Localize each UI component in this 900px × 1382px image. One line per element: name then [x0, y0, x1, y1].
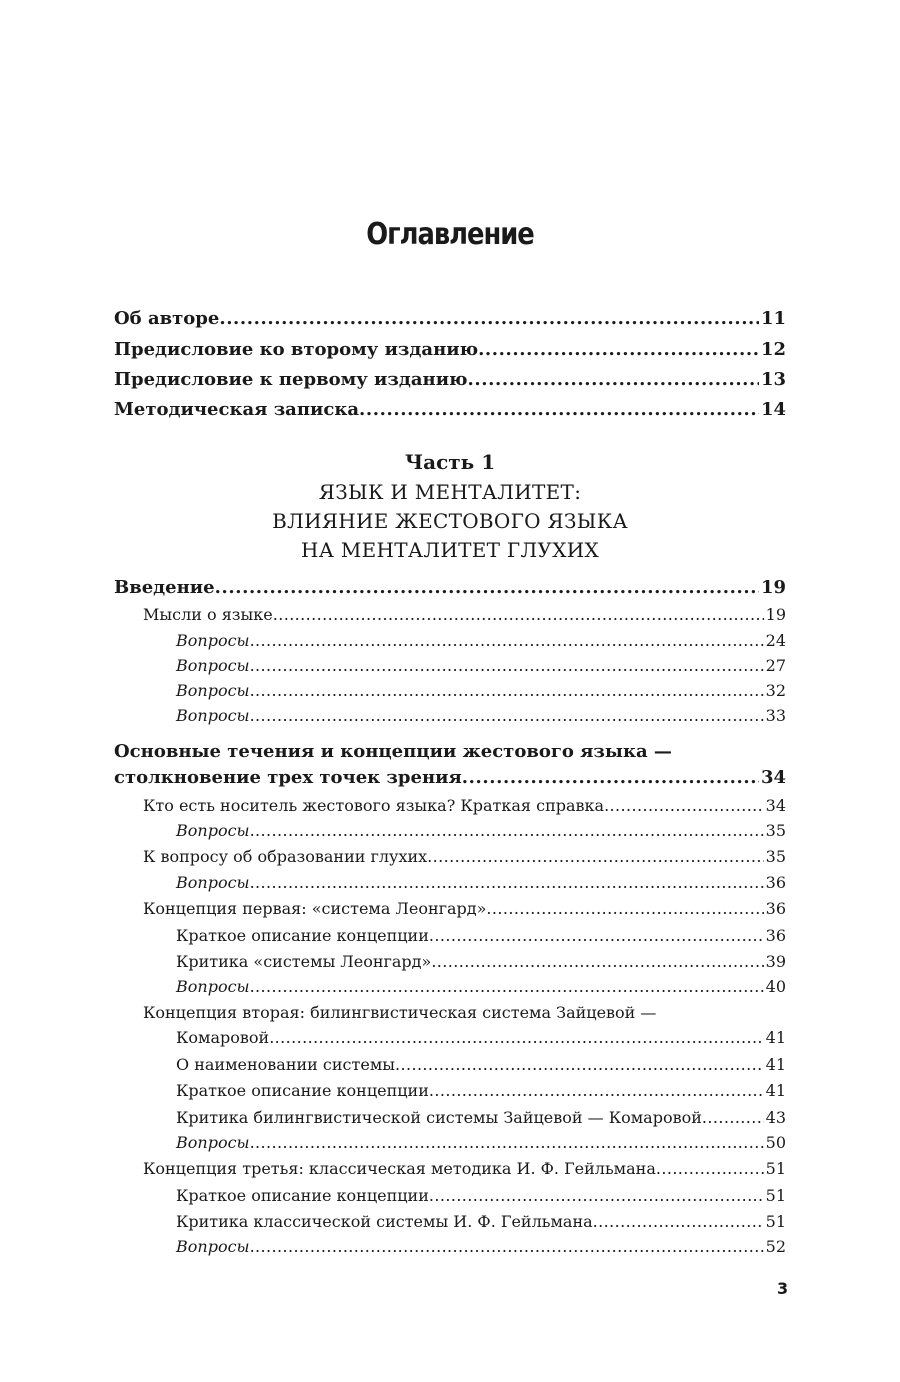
leader-dots — [395, 1055, 764, 1074]
entry-page: 41 — [765, 1081, 786, 1100]
entry-page: 35 — [765, 847, 786, 866]
leader-dots — [656, 1159, 764, 1178]
entry-page: 36 — [765, 899, 786, 918]
entry-page: 52 — [765, 1237, 786, 1256]
leader-dots — [486, 899, 763, 918]
entry-page: 13 — [760, 369, 786, 390]
leader-dots — [429, 1186, 764, 1205]
leader-dots — [429, 926, 764, 945]
entry-title-continuation: Комаровой — [176, 1028, 270, 1047]
toc-entry-introduction[interactable] — [0, 577, 786, 598]
entry-title: Кто есть носитель жестового языка? Краткая справка — [143, 796, 605, 815]
entry-page: 41 — [765, 1028, 786, 1047]
entry-page: 40 — [765, 977, 786, 996]
entry-title: Предисловие ко второму изданию — [114, 339, 479, 360]
toc-entry[interactable] — [0, 1055, 786, 1074]
entry-page: 32 — [765, 681, 786, 700]
leader-dots — [427, 847, 763, 866]
leader-dots — [273, 605, 764, 624]
leader-dots — [702, 1108, 764, 1127]
entry-title: Вопросы — [176, 631, 250, 650]
entry-page: 33 — [765, 706, 786, 725]
leader-dots — [359, 399, 759, 420]
entry-page: 11 — [760, 308, 786, 329]
entry-page: 51 — [765, 1212, 786, 1231]
entry-title: столкновение трех точек зрения — [114, 767, 462, 788]
entry-title: Введение — [114, 577, 215, 598]
leader-dots — [250, 1133, 764, 1152]
entry-title: Краткое описание концепции — [176, 1186, 429, 1205]
toc-entry-questions[interactable] — [0, 873, 786, 892]
entry-title: Краткое описание концепции — [176, 926, 429, 945]
toc-entry-preface-second[interactable] — [0, 339, 786, 360]
toc-entry[interactable] — [0, 796, 786, 815]
toc-entry-questions[interactable] — [0, 977, 786, 996]
toc-entry[interactable] — [0, 605, 786, 624]
toc-entry[interactable] — [0, 899, 786, 918]
entry-title: Вопросы — [176, 706, 250, 725]
leader-dots — [250, 821, 764, 840]
leader-dots — [250, 631, 764, 650]
toc-entry[interactable] — [0, 847, 786, 866]
leader-dots — [468, 369, 759, 390]
entry-page: 36 — [765, 873, 786, 892]
toc-entry[interactable] — [0, 1159, 786, 1178]
leader-dots — [215, 577, 759, 598]
part-title-line: ВЛИЯНИЕ ЖЕСТОВОГО ЯЗЫКА — [272, 509, 628, 533]
entry-page: 19 — [765, 605, 786, 624]
chapter-title-line1[interactable]: Основные течения и концепции жестового языка — — [114, 741, 672, 762]
entry-page: 12 — [760, 339, 786, 360]
entry-page: 39 — [765, 952, 786, 971]
leader-dots — [250, 873, 764, 892]
toc-entry-questions[interactable] — [0, 1237, 786, 1256]
entry-title: Об авторе — [114, 308, 220, 329]
entry-page: 34 — [765, 796, 786, 815]
entry-title: Вопросы — [176, 656, 250, 675]
entry-title: Методическая записка — [114, 399, 359, 420]
toc-entry[interactable] — [0, 1081, 786, 1100]
leader-dots — [250, 977, 764, 996]
toc-entry-questions[interactable] — [0, 631, 786, 650]
entry-title: Критика билингвистической системы Зайцевой — Комаровой — [176, 1108, 702, 1127]
entry-title: Вопросы — [176, 977, 250, 996]
toc-entry-questions[interactable] — [0, 706, 786, 725]
entry-page: 51 — [765, 1159, 786, 1178]
toc-entry[interactable] — [0, 1108, 786, 1127]
leader-dots — [250, 1237, 764, 1256]
entry-page: 19 — [760, 577, 786, 598]
toc-entry-chapter1[interactable] — [0, 767, 786, 788]
entry-title: Краткое описание концепции — [176, 1081, 429, 1100]
entry-page: 41 — [765, 1055, 786, 1074]
toc-title: Оглавление — [366, 217, 534, 252]
part-label: Часть 1 — [404, 450, 496, 474]
toc-entry-questions[interactable] — [0, 681, 786, 700]
toc-entry[interactable] — [0, 952, 786, 971]
toc-entry-about-author[interactable] — [0, 308, 786, 329]
toc-entry[interactable] — [0, 1186, 786, 1205]
entry-page: 24 — [765, 631, 786, 650]
entry-title: Вопросы — [176, 1133, 250, 1152]
toc-entry[interactable] — [0, 1212, 786, 1231]
entry-title: Концепция третья: классическая методика И. Ф. Гейльмана — [143, 1159, 656, 1178]
entry-page: 43 — [765, 1108, 786, 1127]
leader-dots — [604, 796, 764, 815]
entry-title: Вопросы — [176, 1237, 250, 1256]
entry-page: 35 — [765, 821, 786, 840]
toc-entry-preface-first[interactable] — [0, 369, 786, 390]
leader-dots — [250, 681, 764, 700]
entry-page: 34 — [760, 767, 786, 788]
toc-entry[interactable] — [0, 926, 786, 945]
entry-page: 50 — [765, 1133, 786, 1152]
leader-dots — [462, 767, 759, 788]
leader-dots — [219, 308, 759, 329]
leader-dots — [250, 656, 764, 675]
leader-dots — [431, 952, 763, 971]
part-title-line: НА МЕНТАЛИТЕТ ГЛУХИХ — [300, 538, 600, 562]
toc-entry-questions[interactable] — [0, 821, 786, 840]
entry-title-line1[interactable]: Концепция вторая: билингвистическая система Зайцевой — — [143, 1003, 657, 1022]
entry-title: Мысли о языке — [143, 605, 273, 624]
entry-title: Вопросы — [176, 681, 250, 700]
entry-title: Концепция первая: «система Леонгард» — [143, 899, 487, 918]
entry-title: Вопросы — [176, 873, 250, 892]
entry-title: Критика «системы Леонгард» — [176, 952, 432, 971]
entry-title: Критика классической системы И. Ф. Гейльмана — [176, 1212, 593, 1231]
leader-dots — [250, 706, 764, 725]
entry-page: 14 — [760, 399, 786, 420]
entry-page: 36 — [765, 926, 786, 945]
entry-title: Предисловие к первому изданию — [114, 369, 468, 390]
leader-dots — [269, 1028, 763, 1047]
leader-dots — [429, 1081, 764, 1100]
entry-page: 27 — [765, 656, 786, 675]
leader-dots — [593, 1212, 764, 1231]
toc-entry-questions[interactable] — [0, 656, 786, 675]
toc-entry[interactable] — [0, 1028, 786, 1047]
entry-title: Вопросы — [176, 821, 250, 840]
part-title-line: ЯЗЫК И МЕНТАЛИТЕТ: — [318, 480, 582, 504]
entry-title: К вопросу об образовании глухих — [143, 847, 428, 866]
toc-entry-questions[interactable] — [0, 1133, 786, 1152]
leader-dots — [478, 339, 759, 360]
entry-title: О наименовании системы — [176, 1055, 395, 1074]
entry-page: 51 — [765, 1186, 786, 1205]
page-number: 3 — [777, 1279, 789, 1298]
toc-entry-methodical-note[interactable] — [0, 399, 786, 420]
